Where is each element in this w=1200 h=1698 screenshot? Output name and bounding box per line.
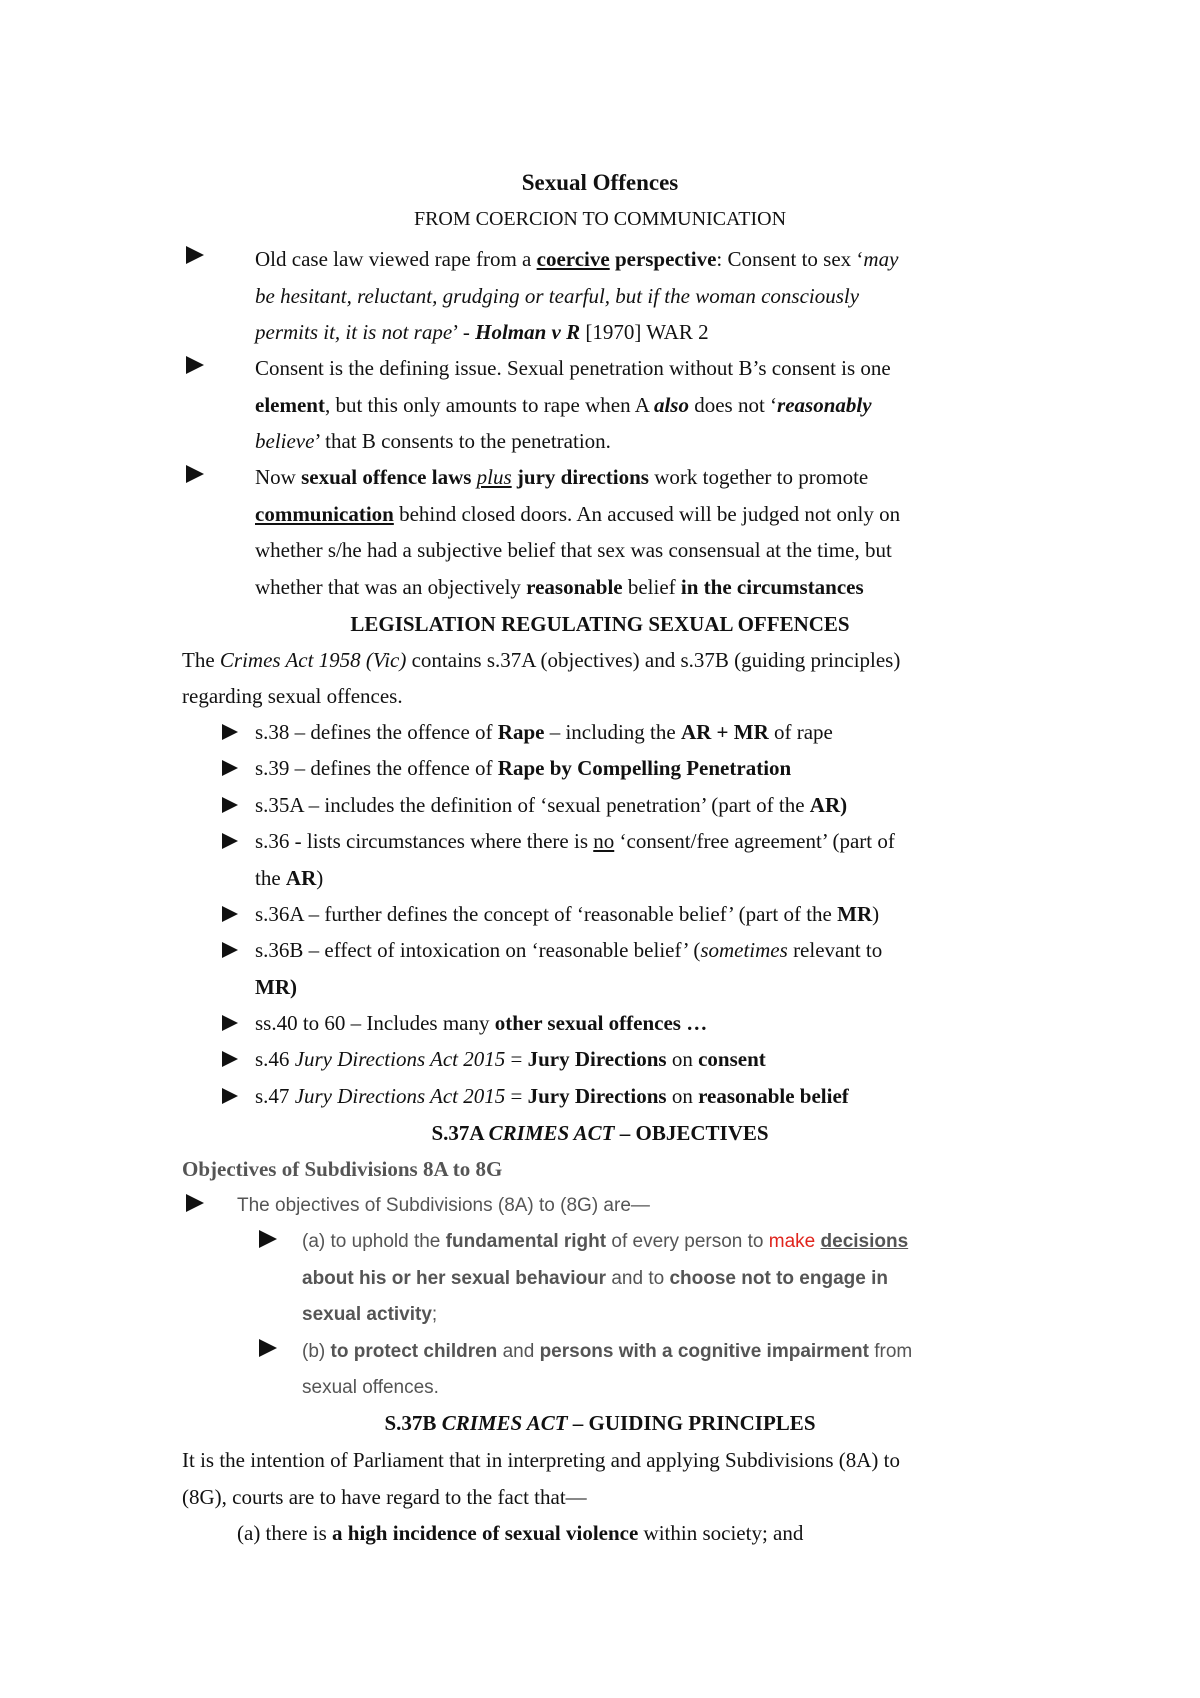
bullet-line: permits it, it is not rape’ - Holman v R [1970] WAR 2 [255,320,709,344]
paragraph-line: It is the intention of Parliament that in interpreting and applying Subdivisions (8A) to [182,1448,900,1472]
section-heading-legislation: LEGISLATION REGULATING SEXUAL OFFENCES [350,612,850,636]
bullet-triangle-icon [222,1088,238,1104]
list-item: s.36B – effect of intoxication on ‘reasonable belief’ (sometimes relevant to [255,938,883,962]
bullet-triangle-icon [222,724,238,740]
bullet-line: The objectives of Subdivisions (8A) to (8G) are— [237,1195,650,1216]
list-item: s.36A – further defines the concept of ‘reasonable belief’ (part of the MR) [255,902,880,926]
bullet-line: about his or her sexual behaviour and to choose not to engage in [302,1268,888,1289]
bullet-triangle-icon [259,1230,277,1248]
list-item: MR) [255,975,297,999]
bullet-line: sexual offences. [302,1377,439,1398]
bullet-triangle-icon [186,356,204,374]
list-item: ss.40 to 60 – Includes many other sexual offences … [255,1011,708,1035]
section-heading-objectives: S.37A CRIMES ACT – OBJECTIVES [431,1121,769,1145]
bullet-triangle-icon [186,246,204,264]
paragraph-line: (8G), courts are to have regard to the fact that— [182,1485,587,1509]
bullet-triangle-icon [222,797,238,813]
bullet-triangle-icon [259,1339,277,1357]
bullet-triangle-icon [222,1015,238,1031]
bullet-line: Consent is the defining issue. Sexual penetration without B’s consent is one [255,356,891,380]
bullet-line: believe’ that B consents to the penetration. [255,429,611,453]
bullet-line: Old case law viewed rape from a coercive perspective: Consent to sex ‘may [255,247,899,271]
bullet-line: Now sexual offence laws plus jury directions work together to promote [255,465,869,489]
paragraph-line: (a) there is a high incidence of sexual violence within society; and [237,1521,804,1545]
bullet-triangle-icon [186,465,204,483]
bullet-triangle-icon [222,760,238,776]
section-heading-guiding-principles: S.37B CRIMES ACT – GUIDING PRINCIPLES [384,1411,816,1435]
bullet-line: element, but this only amounts to rape when A also does not ‘reasonably [255,393,872,417]
list-item: s.47 Jury Directions Act 2015 = Jury Directions on reasonable belief [255,1084,849,1108]
bullet-triangle-icon [222,1051,238,1067]
page-title: Sexual Offences [521,170,679,195]
bullet-line: (a) to uphold the fundamental right of every person to make decisions [302,1231,909,1252]
list-item: the AR) [255,866,324,890]
section-heading-coercion: FROM COERCION TO COMMUNICATION [413,208,787,230]
bullet-triangle-icon [222,942,238,958]
list-item: s.38 – defines the offence of Rape – including the AR + MR of rape [255,720,833,744]
bullet-triangle-icon [222,906,238,922]
bullet-triangle-icon [186,1194,204,1212]
list-item: s.36 - lists circumstances where there is no ‘consent/free agreement’ (part of [255,829,895,853]
bullet-line: (b) to protect children and persons with a cognitive impairment from [302,1341,913,1362]
bullet-line: whether that was an objectively reasonable belief in the circumstances [255,575,864,599]
bullet-line: communication behind closed doors. An accused will be judged not only on [255,502,901,526]
subheading: Objectives of Subdivisions 8A to 8G [182,1157,503,1181]
bullet-line: sexual activity; [302,1304,438,1325]
bullet-triangle-icon [222,833,238,849]
list-item: s.35A – includes the definition of ‘sexual penetration’ (part of the AR) [255,793,848,817]
paragraph-line: The Crimes Act 1958 (Vic) contains s.37A (objectives) and s.37B (guiding principles) [182,648,901,672]
list-item: s.39 – defines the offence of Rape by Compelling Penetration [255,756,792,780]
paragraph-line: regarding sexual offences. [182,684,403,708]
bullet-line: whether s/he had a subjective belief that sex was consensual at the time, but [255,538,892,562]
bullet-line: be hesitant, reluctant, grudging or tearful, but if the woman consciously [255,284,860,308]
list-item: s.46 Jury Directions Act 2015 = Jury Directions on consent [255,1047,766,1071]
